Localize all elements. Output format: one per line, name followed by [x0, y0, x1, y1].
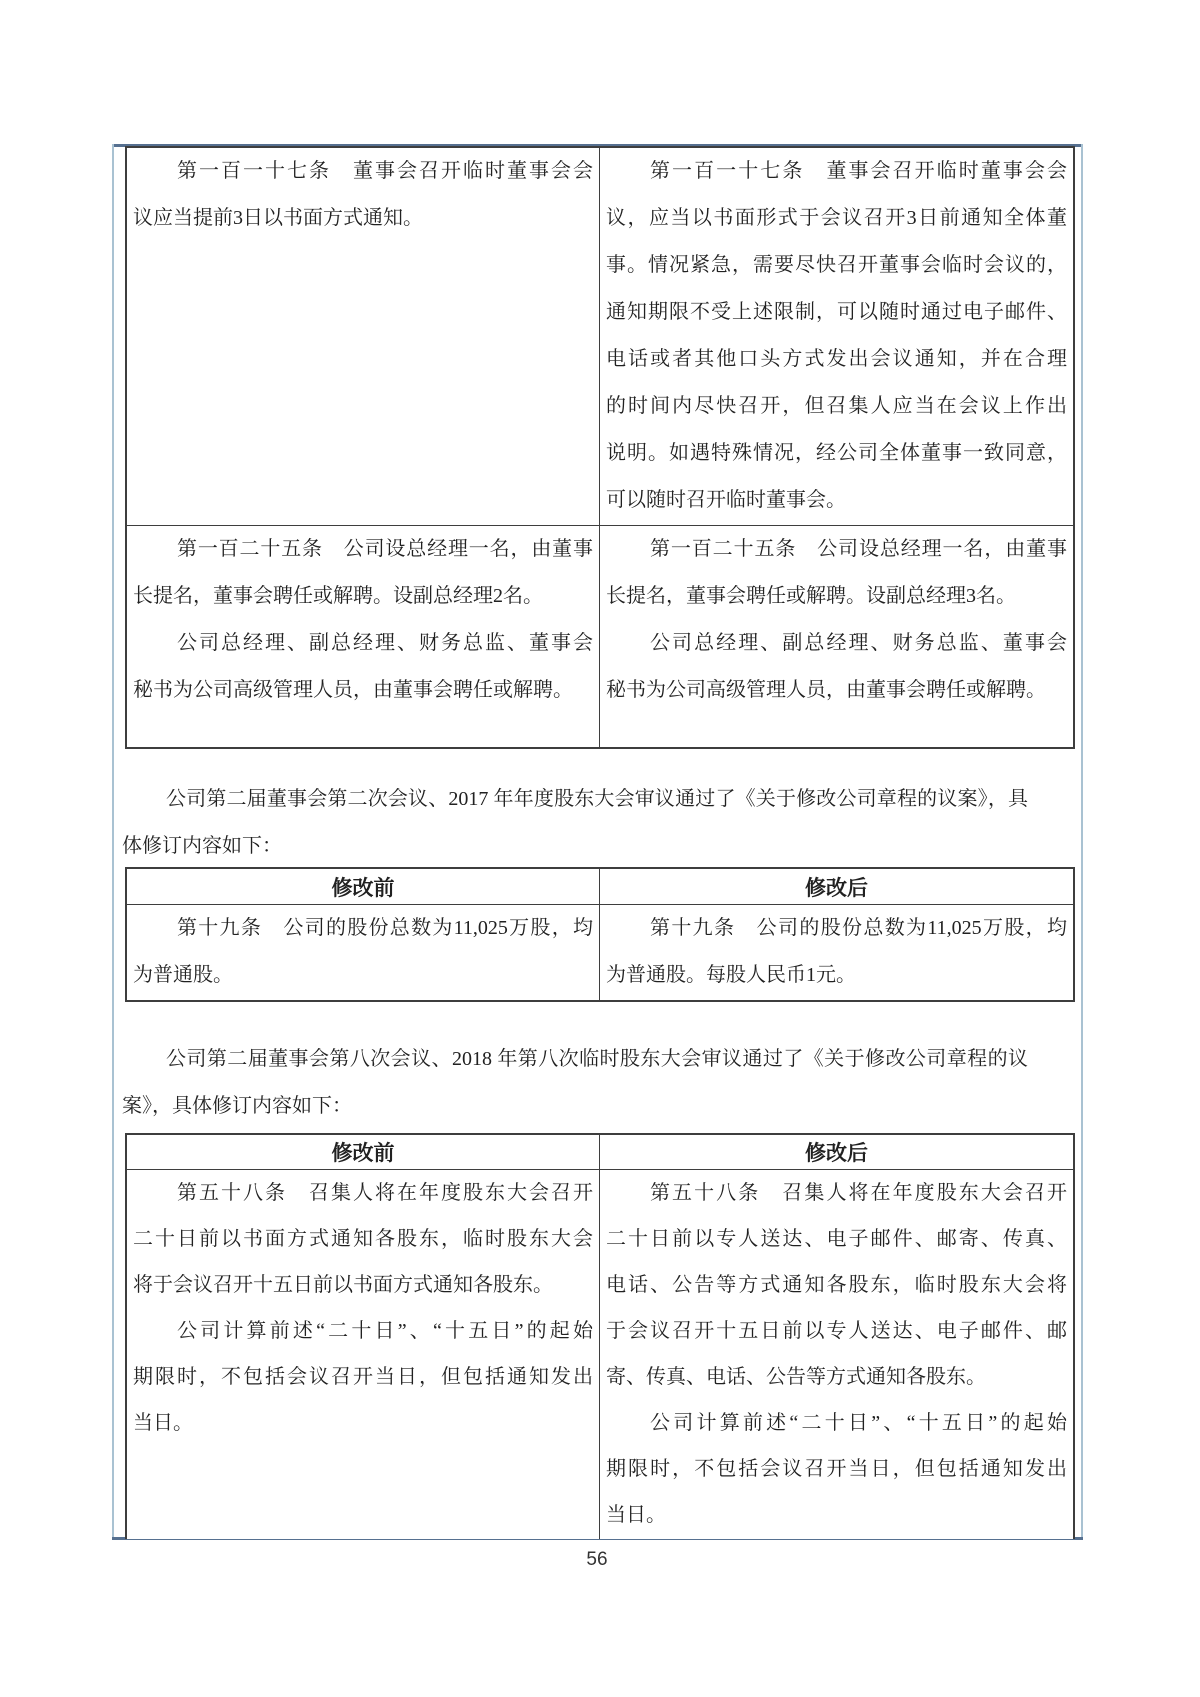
table-row [127, 1169, 1073, 1539]
text-line: 长提名，董事会聘任或解聘。设副总经理3名。 [606, 585, 1016, 607]
text-line: 体修订内容如下： [122, 835, 282, 857]
cell-after [600, 1170, 1073, 1539]
text-line: 长提名，董事会聘任或解聘。设副总经理2名。 [133, 585, 543, 607]
text-line: 期限时，不包括会议召开当日，但包括通知发出 [133, 1366, 593, 1388]
text-line: 第一百二十五条 公司设总经理一名，由董事 [177, 538, 593, 560]
frame-border-right [1081, 144, 1083, 1540]
text-line: 当日。 [133, 1412, 193, 1434]
text-line: 可以随时召开临时董事会。 [606, 489, 846, 511]
table-header-row [127, 1135, 1073, 1169]
table-row [127, 525, 1073, 747]
text-line: 公司总经理、副总经理、财务总监、董事会 [177, 632, 593, 654]
amendment-table-article-19 [125, 867, 1075, 1002]
column-header-after: 修改后 [805, 875, 868, 900]
text-line: 议应当提前3日以书面方式通知。 [133, 207, 423, 229]
text-line: 公司计算前述“二十日”、“十五日”的起始 [650, 1412, 1067, 1434]
text-line: 为普通股。 [133, 964, 233, 986]
frame-border-left [112, 144, 114, 1540]
text-line: 二十日前以书面方式通知各股东，临时股东大会 [133, 1228, 593, 1250]
text-line: 公司总经理、副总经理、财务总监、董事会 [650, 632, 1067, 654]
text-line: 事。情况紧急，需要尽快召开董事会临时会议的， [606, 254, 1067, 276]
text-line: 期限时，不包括会议召开当日，但包括通知发出 [606, 1458, 1067, 1480]
text-line: 案》，具体修订内容如下： [122, 1095, 352, 1117]
text-line: 第五十八条 召集人将在年度股东大会召开 [650, 1182, 1067, 1204]
text-line: 第五十八条 召集人将在年度股东大会召开 [177, 1182, 593, 1204]
text-line: 第十九条 公司的股份总数为11,025万股，均 [650, 917, 1067, 939]
table-row [127, 904, 1073, 1000]
table-row [127, 148, 1073, 525]
cell-before [127, 1170, 600, 1539]
cell-after [600, 148, 1073, 525]
cell-before [127, 905, 600, 1000]
text-line: 为普通股。每股人民币1元。 [606, 964, 856, 986]
text-line: 第十九条 公司的股份总数为11,025万股，均 [177, 917, 593, 939]
text-line: 秘书为公司高级管理人员，由董事会聘任或解聘。 [606, 679, 1046, 701]
text-line: 公司第二届董事会第二次会议、2017 年年度股东大会审议通过了《关于修改公司章程的议案》，具 [166, 788, 1028, 810]
cell-before [127, 526, 600, 747]
text-line: 二十日前以专人送达、电子邮件、邮寄、传真、 [606, 1228, 1067, 1250]
text-line: 通知期限不受上述限制，可以随时通过电子邮件、 [606, 301, 1067, 323]
text-line: 说明。如遇特殊情况，经公司全体董事一致同意， [606, 442, 1067, 464]
text-line: 的时间内尽快召开，但召集人应当在会议上作出 [606, 395, 1067, 417]
text-line: 寄、传真、电话、公告等方式通知各股东。 [606, 1366, 986, 1388]
text-line: 电话或者其他口头方式发出会议通知，并在合理 [606, 348, 1067, 370]
text-line: 第一百一十七条 董事会召开临时董事会会 [650, 160, 1067, 182]
amendment-table-article-58 [125, 1133, 1075, 1539]
intro-paragraph-2017 [122, 776, 1028, 870]
cell-before [127, 148, 600, 525]
text-line: 议，应当以书面形式于会议召开3日前通知全体董 [606, 207, 1067, 229]
text-line: 公司计算前述“二十日”、“十五日”的起始 [177, 1320, 593, 1342]
text-line: 将于会议召开十五日前以书面方式通知各股东。 [133, 1274, 553, 1296]
amendment-table-article-117-125 [125, 146, 1075, 749]
text-line: 公司第二届董事会第八次会议、2018 年第八次临时股东大会审议通过了《关于修改公司章程的议 [166, 1048, 1028, 1070]
intro-paragraph-2018 [122, 1036, 1028, 1130]
text-line: 第一百二十五条 公司设总经理一名，由董事 [650, 538, 1067, 560]
text-line: 电话、公告等方式通知各股东，临时股东大会将 [606, 1274, 1067, 1296]
text-line: 当日。 [606, 1504, 666, 1526]
column-header-before: 修改前 [127, 1135, 600, 1169]
page-number: 56 [586, 1549, 608, 1570]
text-line: 第一百一十七条 董事会召开临时董事会会 [177, 160, 593, 182]
table-header-row [127, 869, 1073, 904]
text-line: 秘书为公司高级管理人员，由董事会聘任或解聘。 [133, 679, 573, 701]
column-header-after: 修改后 [805, 1141, 868, 1165]
column-header-before: 修改前 [127, 869, 600, 904]
cell-after [600, 905, 1073, 1000]
cell-after [600, 526, 1073, 747]
text-line: 于会议召开十五日前以专人送达、电子邮件、邮 [606, 1320, 1067, 1342]
